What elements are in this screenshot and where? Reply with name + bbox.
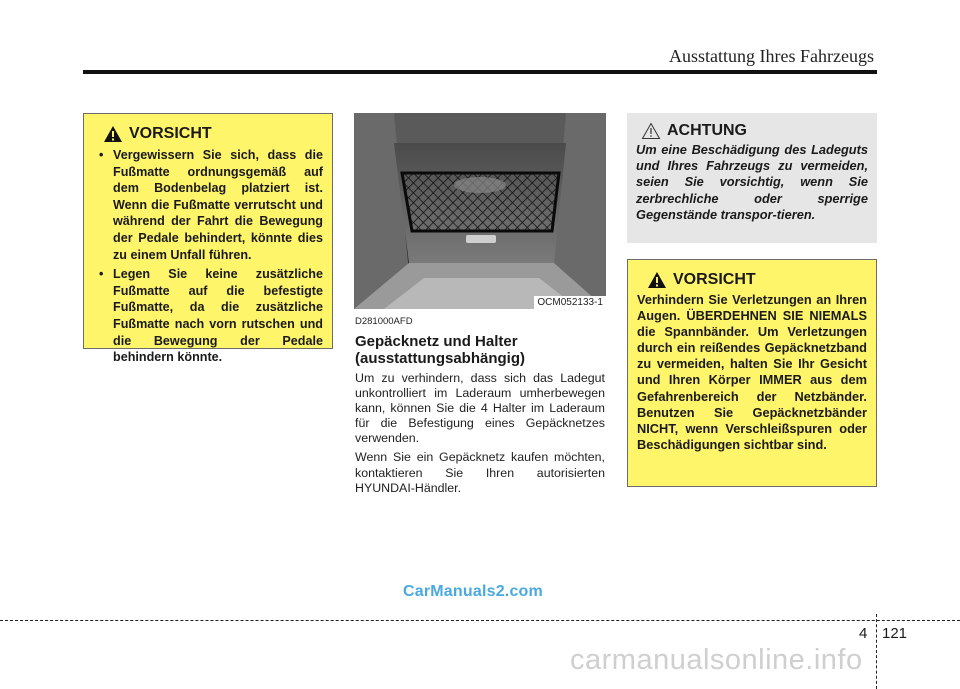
- attention-text: Um eine Beschädigung des Ladeguts und Ihres Fahrzeugs zu vermeiden, seien Sie vorsichtig, wenn Sie zerbrechliche oder sperrige Gegenstände transpor-tieren.: [636, 142, 868, 222]
- caution-text-right: Verhindern Sie Verletzungen an Ihren Augen. ÜBERDEHNEN SIE NIEMALS die Spannbänder. Um Verletzungen durch ein reißendes Gepäcknetzband zu vermeiden, halten Sie Ihr Gesicht und Ihren Körper IMMER aus dem Gefahrenbereich der Netzbänder. Benutzen Sie Gepäcknetzbänder NICHT, wenn Verschleißspuren oder Beschädigungen sichtbar sind.: [637, 292, 867, 452]
- cargo-net-photo: [354, 113, 606, 309]
- list-item: • Legen Sie keine zusätzliche Fußmatte auf die befestigte Fußmatte, da die zusätzliche Fußmatte nach vorn rutschen und die Bewegung der Pedale behindern könnte.: [99, 267, 323, 365]
- caution-heading-right: [647, 271, 867, 289]
- header-rule: [83, 70, 877, 74]
- figure-label: OCM052133-1: [534, 296, 606, 309]
- caution-box-right: [627, 259, 877, 487]
- caution-title-right: VORSICHT: [673, 271, 756, 288]
- section-body: [355, 316, 605, 496]
- page-header-title: Ausstattung Ihres Fahrzeugs: [669, 46, 874, 66]
- caution-title-left: VORSICHT: [129, 125, 212, 142]
- carmanuals-watermark: CarManuals2.com: [403, 583, 543, 600]
- page-number: 121: [882, 625, 908, 642]
- caution-box-left: [83, 113, 333, 365]
- chapter-number: 4: [859, 625, 868, 642]
- section-code: D281000AFD: [355, 316, 413, 327]
- attention-title: ACHTUNG: [667, 122, 747, 139]
- caution-heading-left: [103, 125, 323, 143]
- paragraph: Wenn Sie ein Gepäcknetz kaufen möchten, kontaktieren Sie Ihren autorisierten HYUNDAI-Händler.: [355, 450, 605, 495]
- attention-box: [627, 113, 877, 243]
- warning-triangle-icon: [647, 271, 667, 289]
- list-item: • Vergewissern Sie sich, dass die Fußmatte ordnungsgemäß auf dem Bodenbelag platziert ist. Wenn die Fußmatte verrutscht und während der Fahrt die Bewegung der Pedale behindert, könnte dies zu einem Unfall führen.: [99, 148, 323, 262]
- cargo-area-illustration: [354, 113, 606, 309]
- paragraph: Um zu verhindern, dass sich das Ladegut unkontrolliert im Laderaum umherbewegen kann, können Sie die 4 Halter im Laderaum für die Befestigung eines Gepäcknetzes verwenden.: [355, 371, 605, 446]
- footer-rule: [0, 620, 960, 621]
- attention-heading: [641, 122, 868, 140]
- caution-bullet-list: [93, 147, 323, 366]
- warning-triangle-outline-icon: [641, 122, 661, 140]
- section-title: Gepäcknetz und Halter (ausstattungsabhängig): [355, 333, 526, 367]
- warning-triangle-icon: [103, 125, 123, 143]
- site-watermark: carmanualsonline.info: [570, 644, 863, 676]
- page-divider: [876, 614, 877, 689]
